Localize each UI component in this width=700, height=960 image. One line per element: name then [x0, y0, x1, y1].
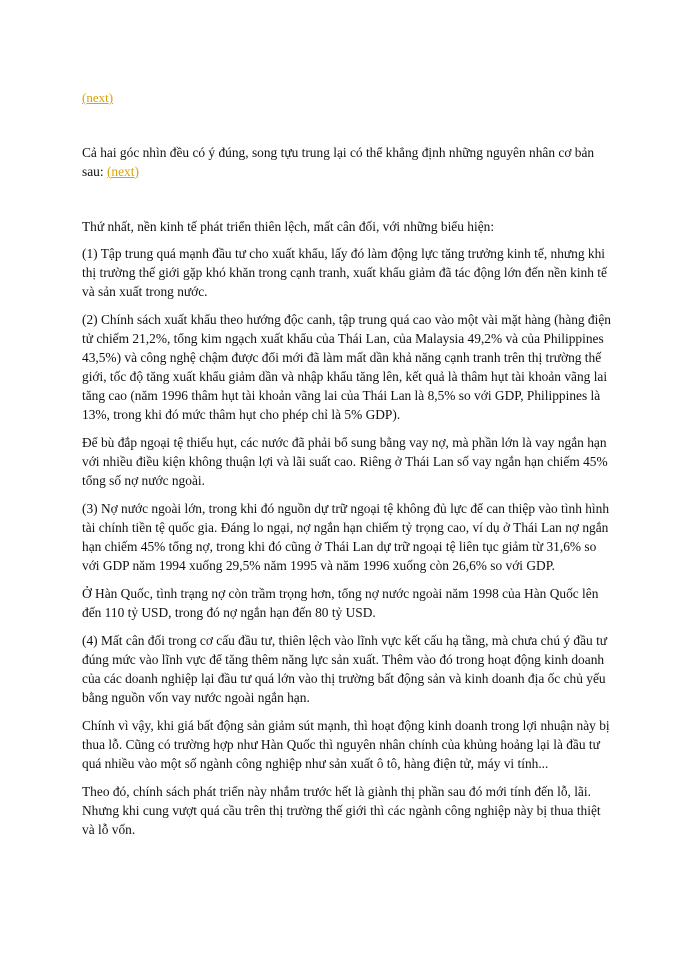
paragraph-point-1: (1) Tập trung quá mạnh đầu tư cho xuất khẩu, lấy đó làm động lực tăng trưởng kinh tế, nhưng khi thị trường thế giới gặp khó khăn trong cạnh tranh, xuất khẩu giảm đã tác động lớn đến nền kinh tế và sản xuất trong nước.: [82, 246, 607, 299]
next-link-top[interactable]: (next): [82, 90, 114, 105]
paragraph-point-2: (2) Chính sách xuất khẩu theo hướng độc canh, tập trung quá cao vào một vài mặt hàng (hàng điện tử chiếm 21,2%, tổng kim ngạch xuất khẩu của Thái Lan, của Malaysia 49,2% và của Philippines 43,5%) và công nghệ chậm được đổi mới đã làm mất dần khả năng cạnh tranh trên thị trường thế giới, tốc độ tăng xuất khẩu giảm dần và nhập khẩu tăng lên, kết quả là thâm hụt tài khoản vãng lai tăng cao (năm 1996 thâm hụt tài khoản vãng lai của Thái Lan là 8,5% so với GDP, Philippines là 13%, trong khi đó mức thâm hụt cho phép chỉ là 5% GDP).: [82, 312, 611, 422]
paragraph-real-estate: Chính vì vậy, khi giá bất động sản giảm sút mạnh, thì hoạt động kinh doanh trong lợi nhuận này bị thua lỗ. Cũng có trường hợp như Hàn Quốc thì nguyên nhân chính của khủng hoảng lại là đầu tư quá nhiều vào một số ngành công nghiệp như sản xuất ô tô, hàng điện tử, máy vi tính...: [82, 718, 610, 771]
paragraph-point-3: (3) Nợ nước ngoài lớn, trong khi đó nguồn dự trữ ngoại tệ không đủ lực để can thiệp vào tình hình tài chính tiền tệ quốc gia. Đáng lo ngại, nợ ngắn hạn chiếm tỷ trọng cao, ví dụ ở Thái Lan nợ ngắn hạn chiếm 45% tổng nợ, trong khi đó cũng ở Thái Lan dự trữ ngoại tệ liên tục giảm từ 31,6% so với GDP năm 1994 xuống 29,5% năm 1995 và năm 1996 xuống còn 26,6% so với GDP.: [82, 501, 610, 573]
intro-paragraph: [82, 144, 616, 181]
paragraph-korea-debt: Ở Hàn Quốc, tình trạng nợ còn trầm trọng hơn, tổng nợ nước ngoài năm 1998 của Hàn Quốc lên đến 110 tỷ USD, trong đó nợ ngắn hạn đến 80 tỷ USD.: [82, 586, 599, 620]
document-body: [82, 217, 616, 848]
paragraph-thesis: Thứ nhất, nền kinh tế phát triển thiên lệch, mất cân đối, với những biểu hiện:: [82, 219, 495, 234]
paragraph-point-4: (4) Mất cân đối trong cơ cấu đầu tư, thiên lệch vào lĩnh vực kết cấu hạ tầng, mà chưa chú ý đầu tư đúng mức vào lĩnh vực để tăng thêm năng lực sản xuất. Thêm vào đó trong hoạt động kinh doanh của các doanh nghiệp lại đầu tư quá lớn vào thị trường bất động sản và kinh doanh địa ốc chủ yếu bằng nguồn vốn vay nước ngoài ngắn hạn.: [82, 633, 608, 705]
paragraph-market-share: Theo đó, chính sách phát triển này nhắm trước hết là giành thị phần sau đó mới tính đến lỗ, lãi. Nhưng khi cung vượt quá cầu trên thị trường thế giới thì các ngành công nghiệp này bị thua thiệt và lỗ vốn.: [82, 784, 601, 837]
next-link-inline[interactable]: (next): [106, 163, 139, 179]
paragraph-foreign-currency: Để bù đắp ngoại tệ thiếu hụt, các nước đã phải bổ sung bằng vay nợ, mà phần lớn là vay ngắn hạn với nhiều điều kiện không thuận lợi và lãi suất cao. Riêng ở Thái Lan số vay ngắn hạn chiếm 45% tổng số nợ nước ngoài.: [82, 435, 608, 488]
intro-text: Cả hai góc nhìn đều có ý đúng, song tựu trung lại có thể khẳng định những nguyên nhân cơ bản sau:: [82, 145, 595, 179]
